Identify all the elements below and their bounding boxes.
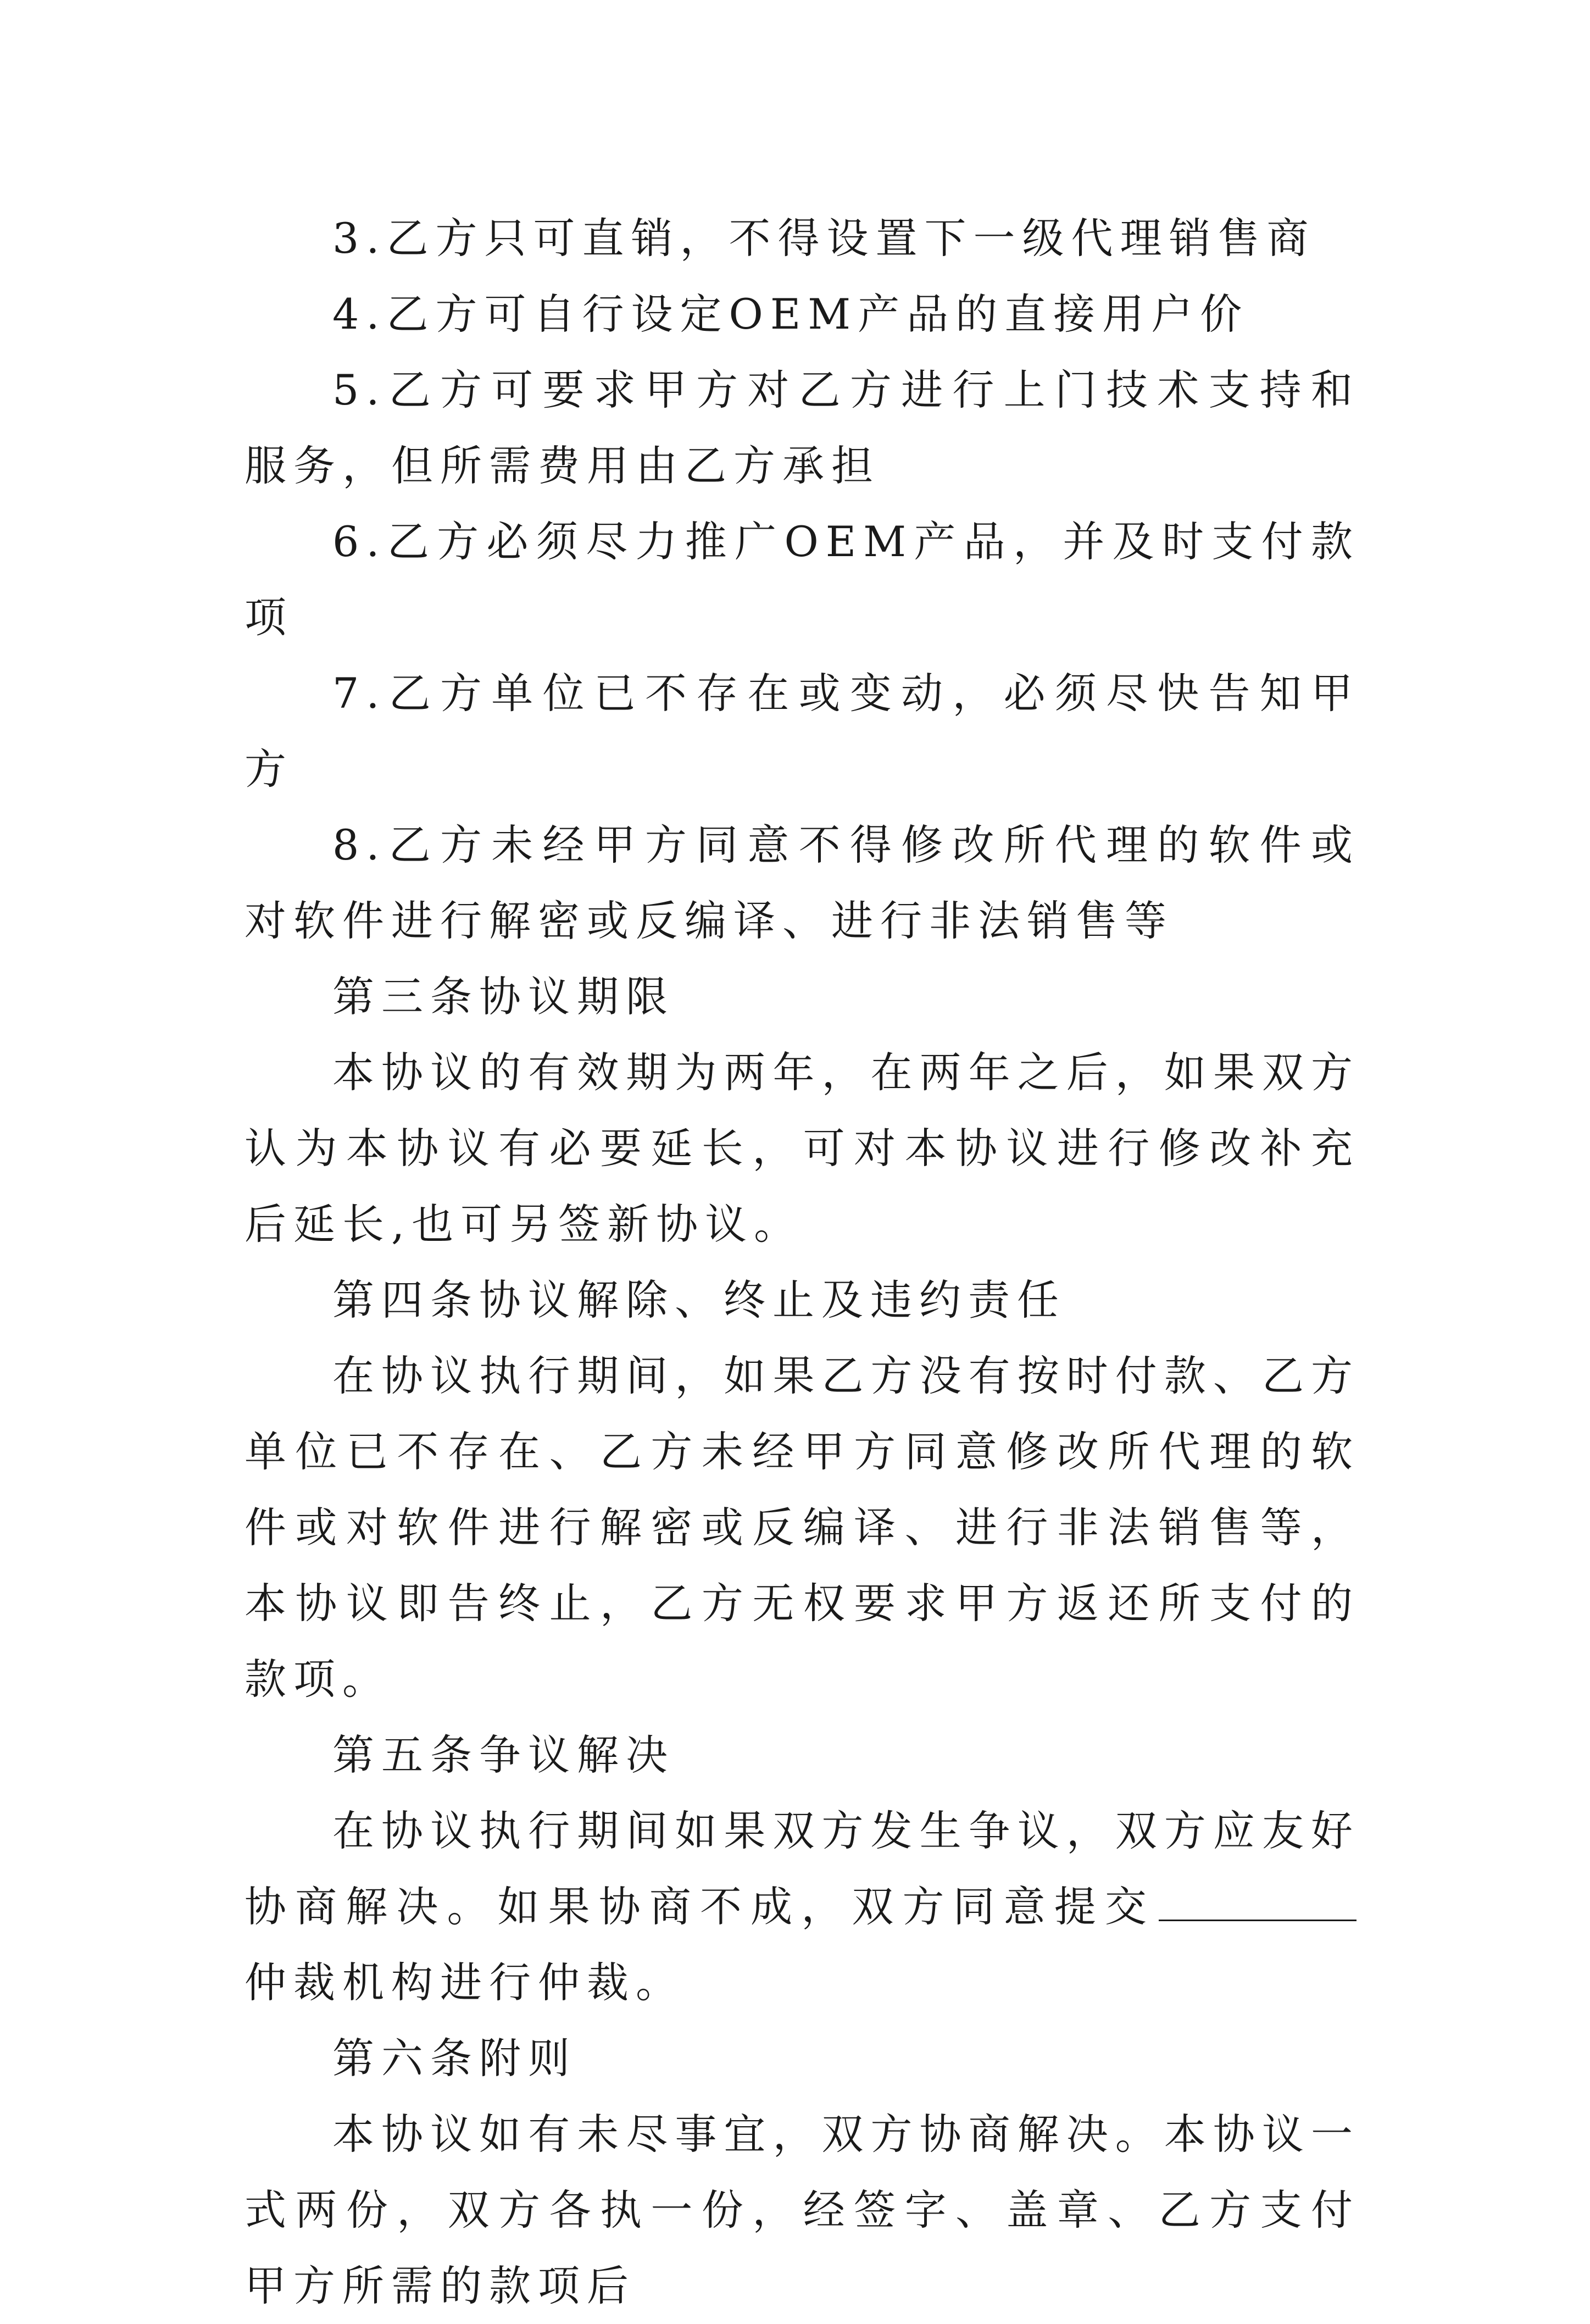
clause-item-5: 5.乙方可要求甲方对乙方进行上门技术支持和服务，但所需费用由乙方承担 bbox=[244, 365, 1360, 490]
article-5-body bbox=[244, 1793, 1360, 2021]
article-6-body: 本协议如有未尽事宜，双方协商解决。本协议一式两份，双方各执一份，经签字、盖章、乙方支付甲方所需的款项后 bbox=[244, 2110, 1360, 2310]
article-4-heading: 第四条协议解除、终止及违约责任 bbox=[332, 1275, 1066, 1324]
article-5-body-part1: 在协议执行期间如果双方发生争议，双方应友好协商解决。如果协商不成，双方同意提交 bbox=[244, 1806, 1360, 1931]
clause-item-8: 8.乙方未经甲方同意不得修改所代理的软件或对软件进行解密或反编译、进行非法销售等 bbox=[244, 820, 1360, 945]
clause-item-4: 4.乙方可自行设定OEM产品的直接用户价 bbox=[332, 290, 1249, 339]
clause-item-3: 3.乙方只可直销，不得设置下一级代理销售商 bbox=[332, 214, 1316, 263]
clause-item-7: 7.乙方单位已不存在或变动，必须尽快告知甲方 bbox=[244, 669, 1360, 794]
document-body bbox=[244, 201, 1360, 2324]
article-3-heading: 第三条协议期限 bbox=[332, 972, 675, 1021]
article-5-heading: 第五条争议解决 bbox=[332, 1730, 675, 1779]
article-3-body: 本协议的有效期为两年，在两年之后，如果双方认为本协议有必要延长，可对本协议进行修改补充后延长,也可另签新协议。 bbox=[244, 1048, 1360, 1249]
arbitration-blank-field bbox=[1159, 1887, 1356, 1921]
article-4-body: 在协议执行期间，如果乙方没有按时付款、乙方单位已不存在、乙方未经甲方同意修改所代理的软件或对软件进行解密或反编译、进行非法销售等，本协议即告终止，乙方无权要求甲方返还所支付的款项。 bbox=[244, 1351, 1360, 1704]
article-5-body-part2: 仲裁机构进行仲裁。 bbox=[244, 1958, 685, 2007]
article-6-heading: 第六条附则 bbox=[332, 2034, 577, 2083]
clause-item-6: 6.乙方必须尽力推广OEM产品，并及时支付款项 bbox=[244, 517, 1360, 642]
